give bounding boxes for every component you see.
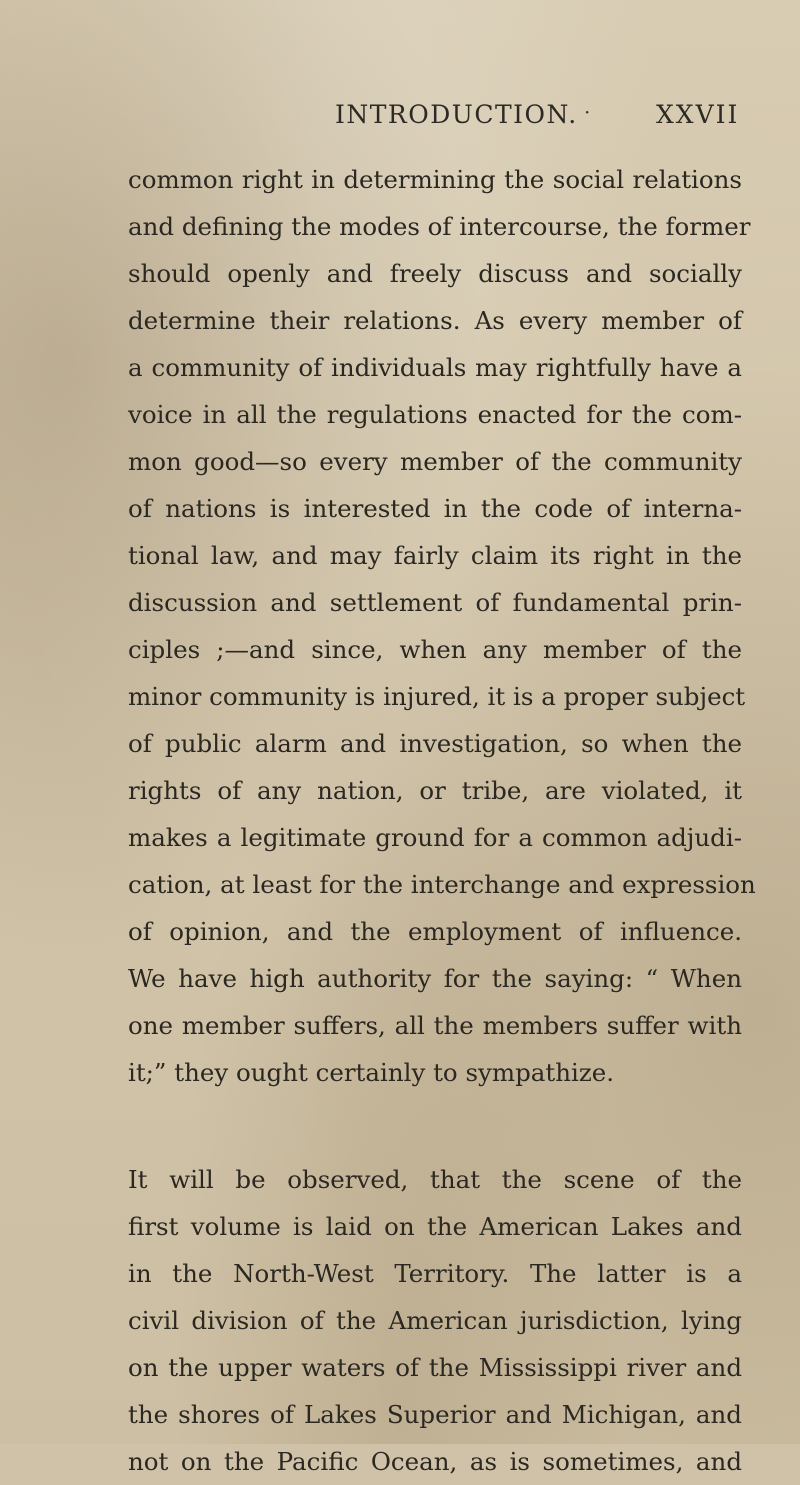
text-line: not on the Pacific Ocean, as is sometimes, and <box>128 1447 742 1476</box>
text-line: rights of any nation, or tribe, are violated, it <box>128 776 742 805</box>
text-line: discussion and settlement of fundamental prin- <box>128 588 742 617</box>
text-line: ciples ;—and since, when any member of the <box>128 635 742 664</box>
text-line: of opinion, and the employment of influence. <box>128 917 742 946</box>
text-line: in the North-West Territory. The latter is a <box>128 1259 742 1288</box>
text-line: should openly and freely discuss and socially <box>128 259 742 288</box>
text-line: of nations is interested in the code of interna- <box>128 494 742 523</box>
text-line: minor community is injured, it is a proper subject <box>128 682 746 711</box>
body-text <box>128 156 756 1485</box>
text-line: common right in determining the social relations <box>128 165 742 194</box>
text-line: first volume is laid on the American Lakes and <box>128 1212 742 1241</box>
paragraph-1 <box>128 156 756 1096</box>
text-line: one member suffers, all the members suffer with <box>128 1011 742 1040</box>
text-line: We have high authority for the saying: “ When <box>128 964 742 993</box>
running-head-title: INTRODUCTION. <box>335 100 578 129</box>
text-line: cation, at least for the interchange and expression <box>128 870 756 899</box>
text-line: a community of individuals may rightfully have a <box>128 353 742 382</box>
page-number: XXVII <box>656 100 740 129</box>
text-line: the shores of Lakes Superior and Michigan, and <box>128 1400 742 1429</box>
running-head <box>0 100 800 140</box>
text-line: of public alarm and investigation, so when the <box>128 729 742 758</box>
text-line: determine their relations. As every member of <box>128 306 742 335</box>
text-line: civil division of the American jurisdiction, lying <box>128 1306 742 1335</box>
text-line: It will be observed, that the scene of the <box>128 1165 742 1194</box>
text-line: it;” they ought certainly to sympathize. <box>128 1058 615 1087</box>
text-line: voice in all the regulations enacted for the com- <box>128 400 742 429</box>
running-head-mark: · <box>584 100 591 124</box>
text-line: makes a legitimate ground for a common adjudi- <box>128 823 742 852</box>
text-line: on the upper waters of the Mississippi river and <box>128 1353 742 1382</box>
paragraph-2 <box>128 1156 742 1485</box>
text-line: tional law, and may fairly claim its right in the <box>128 541 742 570</box>
text-line: mon good—so every member of the community <box>128 447 742 476</box>
text-line: and defining the modes of intercourse, the former <box>128 212 751 241</box>
